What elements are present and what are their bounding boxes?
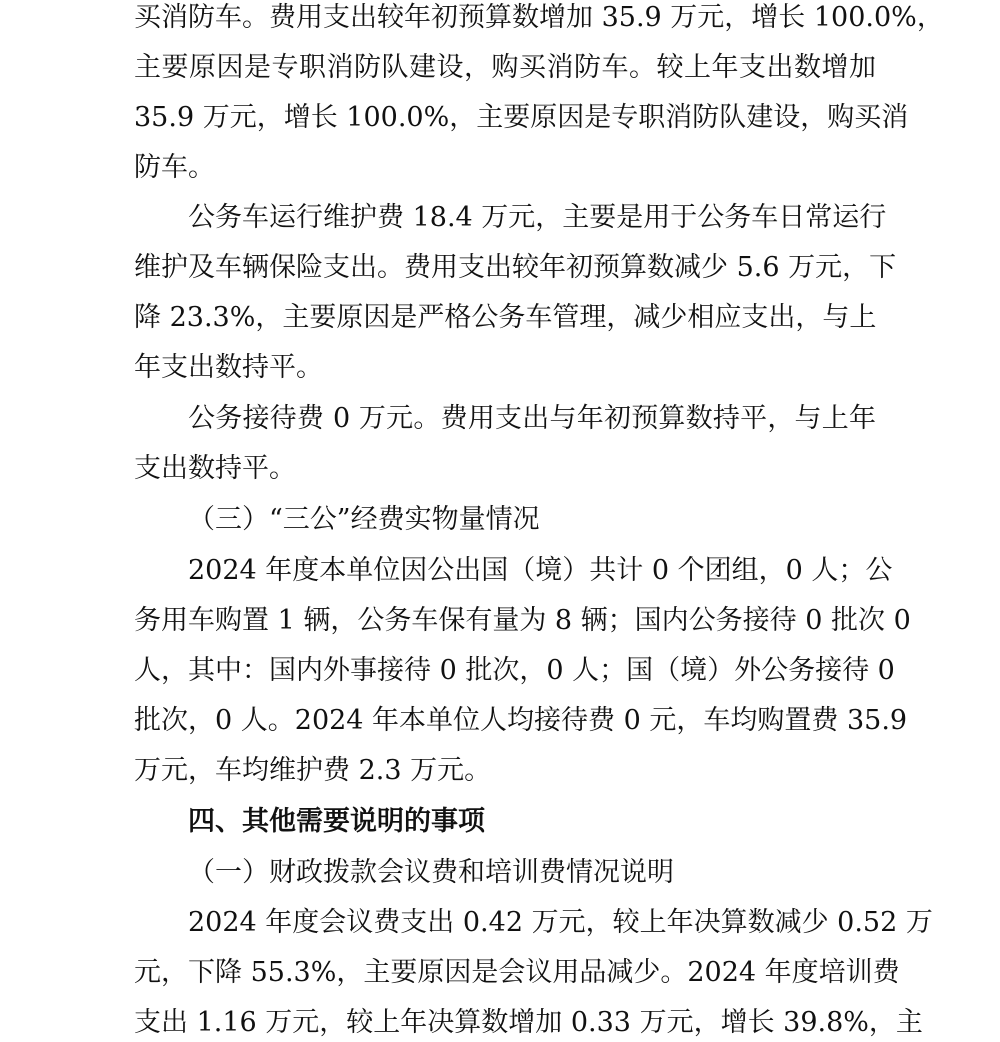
paragraph-4-line-3: 人，其中：国内外事接待 0 批次，0 人；国（境）外公务接待 0: [134, 655, 895, 686]
paragraph-5-line-2: 元，下降 55.3%，主要原因是会议用品减少。2024 年度培训费: [134, 957, 900, 988]
subheading-three-public-expenses: （三）“三公”经费实物量情况: [188, 504, 540, 535]
paragraph-2-line-4: 年支出数持平。: [134, 352, 323, 383]
paragraph-4-line-4: 批次，0 人。2024 年本单位人均接待费 0 元，车均购置费 35.9: [134, 705, 908, 736]
paragraph-3-line-2: 支出数持平。: [134, 453, 296, 484]
paragraph-1-line-1: 买消防车。费用支出较年初预算数增加 35.9 万元，增长 100.0%，: [134, 2, 944, 33]
paragraph-5-line-3: 支出 1.16 万元，较上年决算数增加 0.33 万元，增长 39.8%，主: [134, 1007, 923, 1038]
paragraph-1-line-3: 35.9 万元，增长 100.0%，主要原因是专职消防队建设，购买消: [134, 102, 909, 133]
section-heading-other-matters: 四、其他需要说明的事项: [188, 806, 485, 837]
paragraph-2-line-2: 维护及车辆保险支出。费用支出较年初预算数减少 5.6 万元，下: [134, 252, 897, 283]
paragraph-3-line-1: 公务接待费 0 万元。费用支出与年初预算数持平，与上年: [188, 403, 876, 434]
paragraph-2-line-1: 公务车运行维护费 18.4 万元，主要是用于公务车日常运行: [188, 202, 887, 233]
paragraph-4-line-5: 万元，车均维护费 2.3 万元。: [134, 755, 492, 786]
paragraph-5-line-1: 2024 年度会议费支出 0.42 万元，较上年决算数减少 0.52 万: [188, 907, 933, 938]
paragraph-2-line-3: 降 23.3%，主要原因是严格公务车管理，减少相应支出，与上: [134, 302, 877, 333]
paragraph-1-line-2: 主要原因是专职消防队建设，购买消防车。较上年支出数增加: [134, 52, 876, 83]
paragraph-1-line-4: 防车。: [134, 152, 215, 183]
paragraph-4-line-1: 2024 年度本单位因公出国（境）共计 0 个团组，0 人；公: [188, 555, 893, 586]
paragraph-4-line-2: 务用车购置 1 辆，公务车保有量为 8 辆；国内公务接待 0 批次 0: [134, 605, 911, 636]
subheading-meeting-training-fees: （一）财政拨款会议费和培训费情况说明: [188, 857, 674, 888]
